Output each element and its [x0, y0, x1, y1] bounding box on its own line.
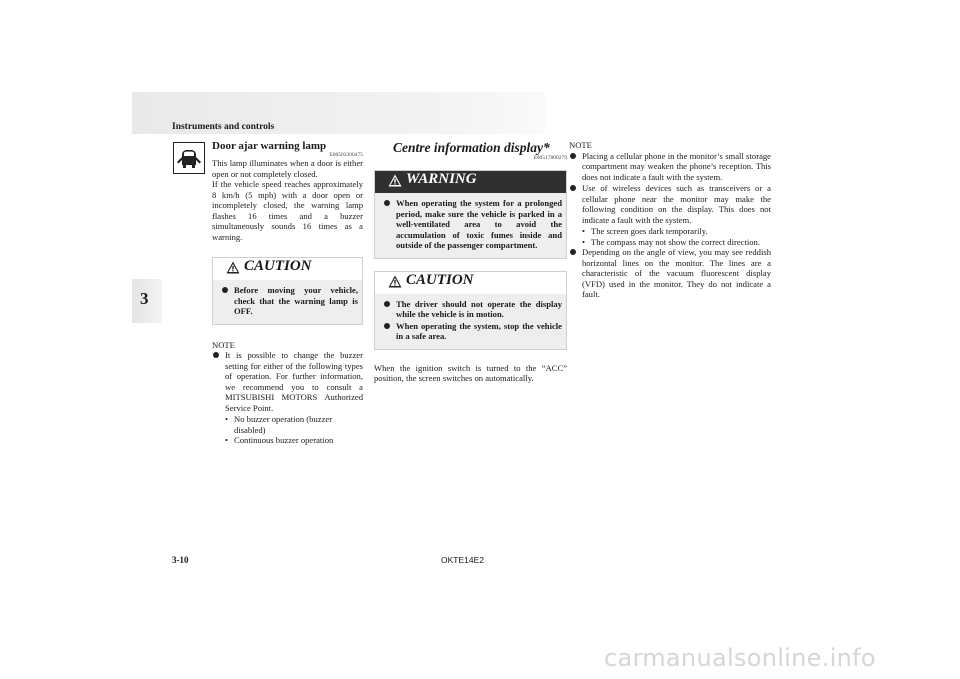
- bullet-dot-icon: [213, 352, 219, 358]
- centre-caution-body: [375, 294, 566, 349]
- caution-triangle-icon: [226, 261, 240, 274]
- bullet-dot-icon: [570, 153, 576, 159]
- bullet-dot-icon: [222, 287, 228, 293]
- notes-label: NOTE: [569, 140, 592, 150]
- centre-warning-header: [375, 171, 566, 193]
- door-caution-box: [212, 257, 363, 325]
- note-item-3: Depending on the angle of view, you may see reddish horizontal lines on the monitor. The lines are a characteristic of the vacuum fluorescent display (VFD) used in the monitor. They do not indicate a fault.: [569, 247, 771, 300]
- centre-display-heading: Centre information display*: [393, 140, 550, 155]
- centre-caution-header: [375, 272, 566, 294]
- door-caution-item: Before moving your vehicle, check that the warning lamp is OFF.: [221, 285, 358, 317]
- door-note-sub-1: • No buzzer operation (buzzer disabled): [225, 414, 333, 435]
- bullet-dot-icon: [570, 249, 576, 255]
- note-item-1: Placing a cellular phone in the monitor’s small storage compartment may weaken the phone’s reception. This does not indicate a fault with the system.: [569, 151, 771, 183]
- note-sub-2: • The compass may not show the correct direction.: [582, 236, 760, 247]
- caution-triangle-icon: [388, 275, 402, 288]
- door-ajar-paragraph-2: If the vehicle speed reaches approximately 8 km/h (5 mph) with a door open or incompletely closed, the warning lamp flashes 16 times and a buzzer simultaneously sounds 16 times as a warning.: [212, 179, 363, 242]
- document-code: OKTE14E2: [441, 555, 484, 565]
- centre-caution-item-2: When operating the system, stop the vehicle in a safe area.: [383, 321, 562, 342]
- centre-warning-item: When operating the system for a prolonged period, make sure the vehicle is parked in a well-ventilated area to avoid the accumulation of toxic fumes inside and outside of the passenger compartment.: [383, 198, 562, 251]
- centre-caution-item-1: The driver should not operate the display while the vehicle is in motion.: [383, 299, 562, 320]
- door-note-label: NOTE: [212, 339, 235, 350]
- note-item-2: Use of wireless devices such as transceivers or a cellular phone near the monitor may make the following condition on the display. This does not indicate a fault with the system.: [569, 183, 771, 225]
- centre-display-paragraph: When the ignition switch is turned to the “ACC” position, the screen switches on automatically.: [374, 362, 567, 383]
- note-sub-1: • The screen goes dark temporarily.: [582, 226, 708, 236]
- centre-warning-body: [375, 193, 566, 258]
- centre-warning-box: [374, 170, 567, 259]
- bullet-dot-icon: [384, 323, 390, 329]
- door-caution-title: CAUTION: [244, 258, 312, 274]
- door-ajar-paragraph-1: This lamp illuminates when a door is either open or not completely closed.: [212, 158, 363, 179]
- door-caution-body: [213, 280, 362, 324]
- centre-display-column: [374, 140, 567, 384]
- centre-caution-box: [374, 271, 567, 350]
- centre-display-code: E00517800279: [533, 155, 567, 161]
- warning-triangle-icon: [388, 174, 402, 187]
- door-ajar-column: [212, 140, 363, 446]
- door-ajar-car-icon: [173, 142, 205, 174]
- centre-caution-title: CAUTION: [406, 271, 474, 288]
- section-title: Instruments and controls: [172, 122, 275, 132]
- bullet-dot-icon: [384, 200, 390, 206]
- chapter-number: 3: [140, 289, 149, 308]
- centre-warning-title: WARNING: [406, 171, 477, 187]
- door-note-sub-2: • Continuous buzzer operation: [225, 435, 334, 445]
- page-number: 3-10: [172, 555, 189, 565]
- door-ajar-code: E00503300475: [329, 152, 363, 158]
- bullet-dot-icon: [384, 301, 390, 307]
- notes-column: [569, 140, 771, 301]
- door-note-item: It is possible to change the buzzer setting for either of the following types of operation. For further information, we recommend you to consult a MITSUBISHI MOTORS Authorized Service Point.: [212, 350, 363, 413]
- door-caution-header: [213, 258, 362, 280]
- bullet-dot-icon: [570, 185, 576, 191]
- watermark: carmanualsonline.info: [604, 644, 876, 672]
- door-ajar-heading: Door ajar warning lamp: [212, 140, 327, 152]
